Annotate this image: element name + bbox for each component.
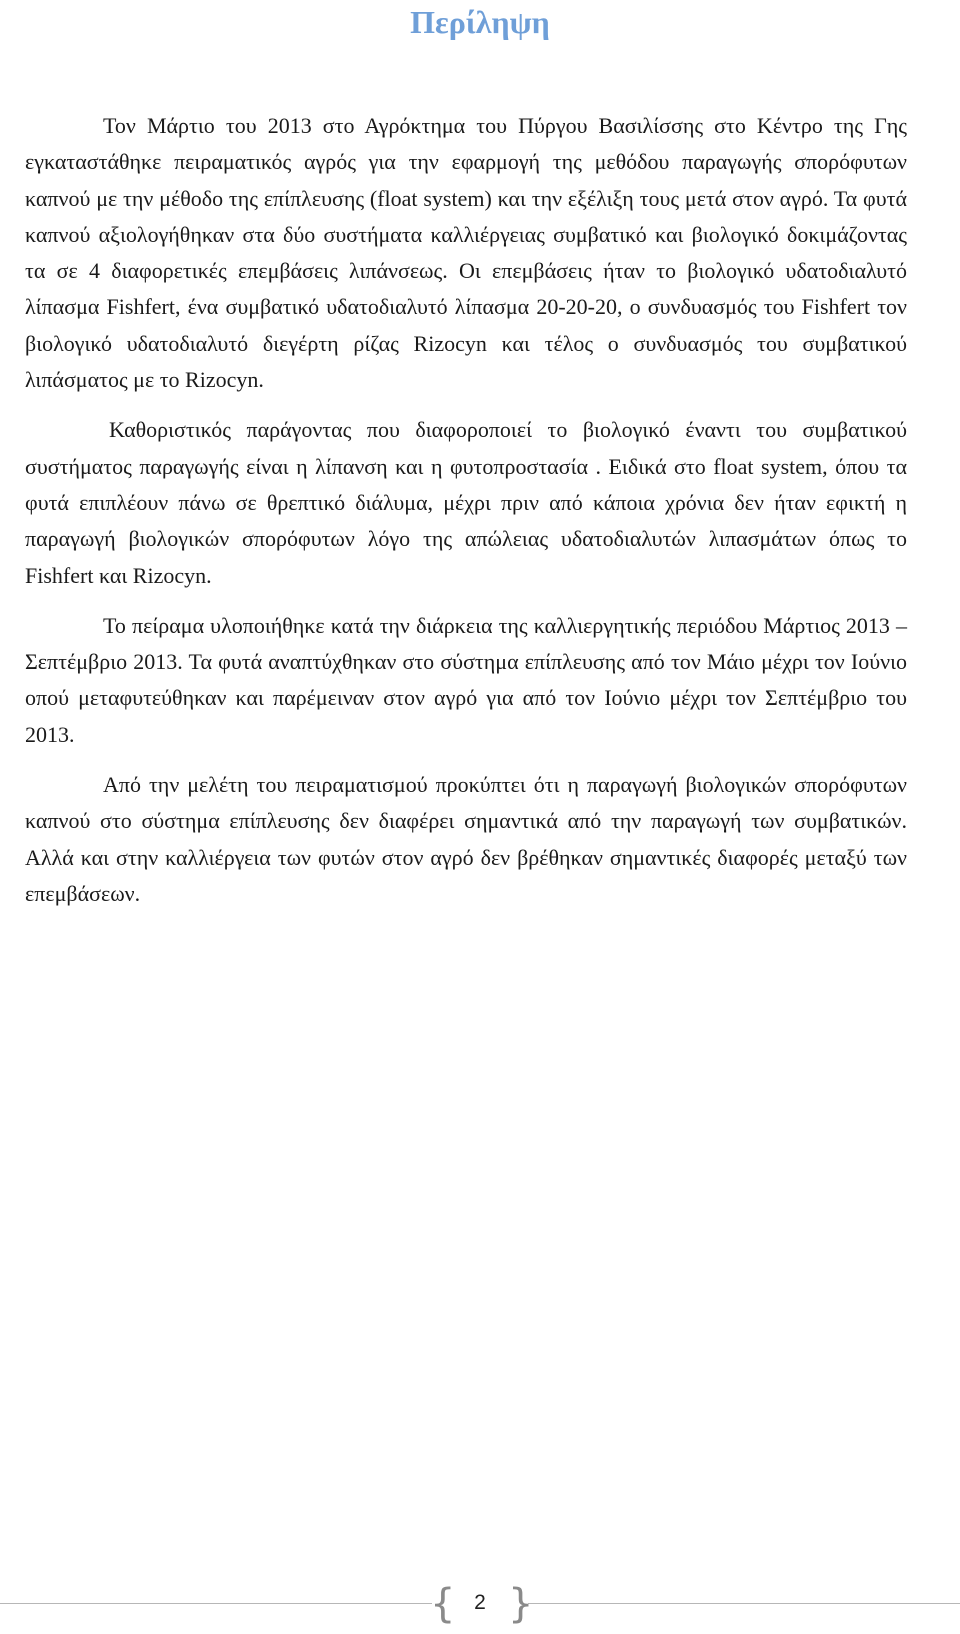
paragraph-4: Από την μελέτη του πειραματισμού προκύπτει ότι η παραγωγή βιολογικών σπορόφυτων καπνού στο σύστημα επίπλευσης δεν διαφέρει σημαντικά από την παραγωγή των συμβατικών. Αλλά και στην καλλιέργεια των φυτών στον αγρό δεν βρέθηκαν σημαντικές διαφορές μεταξύ των επεμβάσεων. — [25, 772, 907, 906]
page-footer — [0, 1581, 960, 1627]
paragraph-3: Το πείραμα υλοποιήθηκε κατά την διάρκεια της καλλιεργητικής περιόδου Μάρτιος 2013 – Σεπτέμβριο 2013. Τα φυτά αναπτύχθηκαν στο σύστημα επίπλευσης από τον Μάιο μέχρι τον Ιούνιο οπού μεταφυτεύθηκαν και παρέμειναν στον αγρό για από τον Ιούνιο μέχρι τον Σεπτέμβριο του 2013. — [25, 612, 907, 747]
open-brace-icon: { — [430, 1581, 456, 1627]
paragraph-1: Τον Μάρτιο του 2013 στο Αγρόκτημα του Πύργου Βασιλίσσης στο Κέντρο της Γης εγκαταστάθηκε πειραματικός αγρός για την εφαρμογή της μεθόδου παραγωγής σπορόφυτων καπνού με την μέθοδο της επίπλευσης (float system) και την εξέλιξη τους μετά στον αγρό. Τα φυτά καπνού αξιολογήθηκαν στα δύο συστήματα καλλιέργειας συμβατικό και βιολογικό δοκιμάζοντας τα σε 4 διαφορετικές επεμβάσεις λιπάνσεως. Οι επεμβάσεις ήταν το βιολογικό υδατοδιαλυτό λίπασμα Fishfert, ένα συμβατικό υδατοδιαλυτό λίπασμα 20-20-20, ο συνδυασμός του Fishfert τον βιολογικό υδατοδιαλυτό διεγέρτη ρίζας Rizocyn και τέλος ο συνδυασμός του συμβατικού λιπάσματος με το Rizocyn. — [25, 113, 907, 393]
footer-divider-right — [528, 1603, 960, 1604]
footer-divider-left — [0, 1603, 432, 1604]
page-number: 2 — [474, 1591, 486, 1614]
abstract-body — [25, 108, 907, 912]
page-title: Περίληψη — [410, 4, 550, 40]
paragraph-2: Καθοριστικός παράγοντας που διαφοροποιεί το βιολογικό έναντι του συμβατικού συστήματος παραγωγής είναι η λίπανση και η φυτοπροστασία . Ειδικά στο float system, όπου τα φυτά επιπλέουν πάνω σε θρεπτικό διάλυμα, μέχρι πριν από κάποια χρόνια δεν ήταν εφικτή η παραγωγή βιολογικών σπορόφυτων λόγο της απώλειας υδατοδιαλυτών λιπασμάτων όπως το Fishfert και Rizocyn. — [25, 417, 907, 588]
close-brace-icon: } — [508, 1581, 534, 1627]
